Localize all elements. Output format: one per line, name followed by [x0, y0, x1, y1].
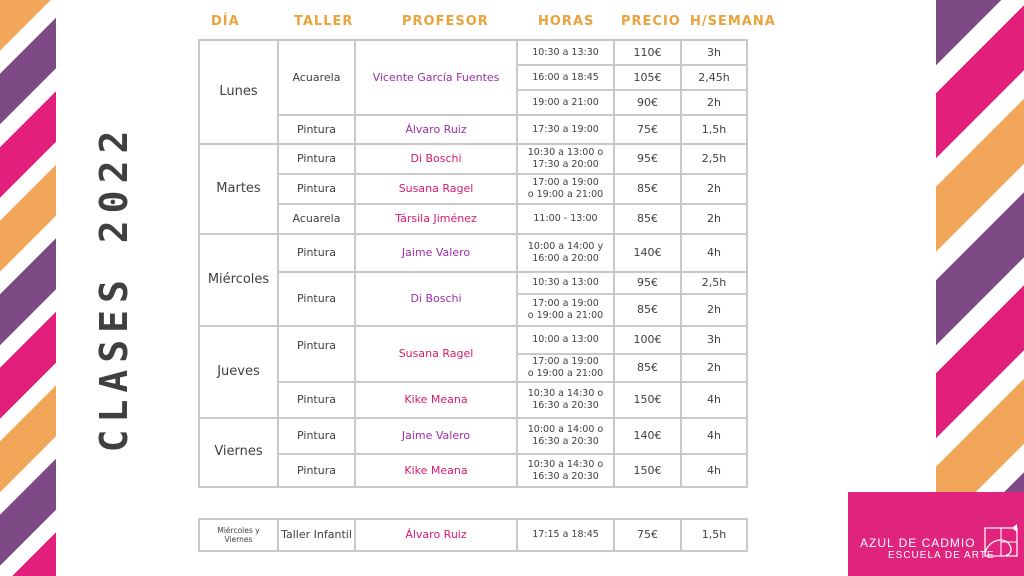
day-miercoles: Miércoles [199, 234, 278, 326]
page-title: CLASES 2022 [92, 123, 136, 453]
precio-cell: 85€ [614, 354, 681, 382]
table-row [199, 144, 747, 174]
horas-cell: 17:30 a 19:00 [517, 115, 614, 144]
horas-line: 17:00 a 19:00 [532, 298, 599, 310]
precio-cell: 140€ [614, 418, 681, 454]
precio-cell: 95€ [614, 144, 681, 174]
horas-line: 16:30 a 20:30 [532, 470, 599, 482]
precio-cell: 110€ [614, 40, 681, 65]
profesor-cell: Susana Ragel [355, 174, 517, 204]
semana-cell: 2h [681, 354, 747, 382]
horas-line: 16:30 a 20:30 [532, 436, 599, 447]
semana-cell: 2,5h [681, 272, 747, 294]
horas-line: 10:30 a 13:00 o [527, 147, 604, 159]
day-lunes: Lunes [199, 40, 278, 144]
profesor-cell: Vicente García Fuentes [355, 40, 517, 115]
profesor-cell: Társila Jiménez [355, 204, 517, 234]
profesor-cell: Susana Ragel [355, 326, 517, 382]
horas-cell [517, 174, 614, 204]
table-row [199, 174, 747, 204]
precio-cell: 90€ [614, 90, 681, 115]
taller-cell: Pintura [278, 144, 355, 174]
semana-cell: 2h [681, 174, 747, 204]
precio-cell: 75€ [614, 519, 681, 551]
semana-cell: 2h [681, 90, 747, 115]
semana-cell: 4h [681, 454, 747, 487]
horas-line: 10:00 a 14:00 o [527, 424, 604, 436]
left-stripe-decoration [0, 0, 56, 576]
precio-cell: 105€ [614, 65, 681, 90]
horas-line: 10:30 a 14:30 o [527, 388, 604, 400]
horas-line: o 19:00 a 21:00 [527, 310, 604, 321]
taller-cell: Pintura [278, 272, 355, 326]
logo-name: AZUL DE CADMIO [860, 536, 976, 550]
semana-cell: 4h [681, 418, 747, 454]
table-row [199, 40, 747, 65]
header-dia: DÍA [211, 14, 240, 29]
horas-cell: 19:00 a 21:00 [517, 90, 614, 115]
table-row [199, 115, 747, 144]
horas-cell [517, 144, 614, 174]
semana-cell: 2h [681, 294, 747, 326]
kids-workshop-table [198, 518, 748, 552]
precio-cell: 150€ [614, 382, 681, 418]
precio-cell: 100€ [614, 326, 681, 354]
taller-cell: Taller Infantil [278, 519, 355, 551]
taller-cell: Acuarela [278, 204, 355, 234]
table-row [199, 272, 747, 294]
profesor-cell: Jaime Valero [355, 234, 517, 272]
horas-line: o 19:00 a 21:00 [527, 368, 604, 379]
table-row [199, 454, 747, 487]
horas-line: 16:00 a 20:00 [532, 253, 599, 264]
profesor-cell: Di Boschi [355, 272, 517, 326]
header-profesor: PROFESOR [402, 14, 489, 29]
profesor-cell: Di Boschi [355, 144, 517, 174]
taller-cell: Pintura [278, 234, 355, 272]
schedule-table [198, 39, 748, 488]
header-semana: H/SEMANA [690, 14, 776, 29]
semana-cell: 3h [681, 326, 747, 354]
table-row [199, 382, 747, 418]
horas-line: o 19:00 a 21:00 [527, 189, 604, 200]
horas-line: 10:00 a 14:00 y [527, 241, 604, 253]
semana-cell: 4h [681, 382, 747, 418]
day-jueves: Jueves [199, 326, 278, 418]
precio-cell: 95€ [614, 272, 681, 294]
table-row [199, 326, 747, 354]
horas-cell: 10:30 a 13:00 [517, 272, 614, 294]
day-cell [199, 519, 278, 551]
horas-cell: 10:00 a 13:00 [517, 326, 614, 354]
profesor-cell: Álvaro Ruiz [355, 519, 517, 551]
table-row [199, 519, 747, 551]
precio-cell: 85€ [614, 294, 681, 326]
horas-line: 17:30 a 20:00 [532, 159, 599, 170]
profesor-cell: Kike Meana [355, 454, 517, 487]
horas-cell: 16:00 a 18:45 [517, 65, 614, 90]
horas-line: 10:30 a 14:30 o [527, 458, 604, 470]
precio-cell: 140€ [614, 234, 681, 272]
header-taller: TALLER [294, 14, 354, 29]
horas-cell [517, 454, 614, 487]
precio-cell: 85€ [614, 174, 681, 204]
profesor-cell: Álvaro Ruiz [355, 115, 517, 144]
day-line: Miércoles y [217, 525, 260, 535]
profesor-cell: Kike Meana [355, 382, 517, 418]
precio-cell: 150€ [614, 454, 681, 487]
taller-cell: Pintura [278, 326, 355, 382]
right-stripe-decoration [936, 0, 1024, 576]
taller-cell: Pintura [278, 382, 355, 418]
table-row [199, 234, 747, 272]
semana-cell: 1,5h [681, 519, 747, 551]
taller-cell: Pintura [278, 418, 355, 454]
day-line: Viernes [224, 535, 253, 544]
semana-cell: 1,5h [681, 115, 747, 144]
day-martes: Martes [199, 144, 278, 234]
logo-subtitle: ESCUELA DE ARTE [888, 550, 995, 561]
profesor-cell: Jaime Valero [355, 418, 517, 454]
table-row [199, 418, 747, 454]
horas-line: 17:00 a 19:00 [532, 356, 599, 368]
horas-cell [517, 418, 614, 454]
horas-line: 16:30 a 20:30 [532, 400, 599, 411]
horas-cell [517, 354, 614, 382]
header-horas: HORAS [538, 14, 595, 29]
table-row [199, 204, 747, 234]
semana-cell: 2,5h [681, 144, 747, 174]
horas-cell [517, 382, 614, 418]
horas-cell: 11:00 - 13:00 [517, 204, 614, 234]
semana-cell: 3h [681, 40, 747, 65]
semana-cell: 2,45h [681, 65, 747, 90]
precio-cell: 85€ [614, 204, 681, 234]
horas-cell [517, 294, 614, 326]
logo [848, 492, 1024, 576]
golden-spiral-icon [984, 522, 1018, 558]
horas-line: 17:00 a 19:00 [532, 177, 599, 189]
horas-cell: 17:15 a 18:45 [517, 519, 614, 551]
taller-cell: Pintura [278, 115, 355, 144]
horas-cell [517, 234, 614, 272]
day-viernes: Viernes [199, 418, 278, 487]
taller-cell: Pintura [278, 454, 355, 487]
precio-cell: 75€ [614, 115, 681, 144]
header-precio: PRECIO [621, 14, 681, 29]
taller-cell: Acuarela [278, 40, 355, 115]
horas-cell: 10:30 a 13:30 [517, 40, 614, 65]
semana-cell: 2h [681, 204, 747, 234]
taller-cell: Pintura [278, 174, 355, 204]
semana-cell: 4h [681, 234, 747, 272]
